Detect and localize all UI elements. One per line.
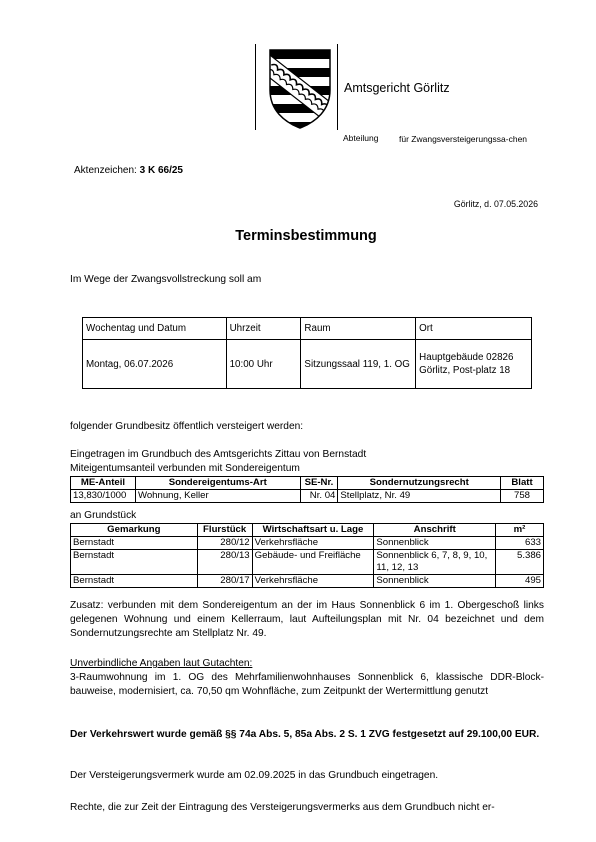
file-reference <box>74 165 183 176</box>
plot-address: Sonnenblick <box>374 537 496 550</box>
appointment-header-cell: Ort <box>416 318 532 340</box>
document-title: Terminsbestimmung <box>235 228 377 244</box>
saxony-coat-of-arms-icon <box>262 44 338 130</box>
addition-text: Zusatz: verbunden mit dem Sondereigentum an der im Haus Sonnenblick 6 im 1. Obergeschoß links gelegenen Wohnung und einem Kellerraum, laut Aufteilungsplan mit Nr. 04 bezeichnet und dem Sondernutzungsrechte am Stellplatz Nr. 49. <box>70 600 544 639</box>
plot-number: 280/17 <box>197 575 252 588</box>
plots-header-row <box>71 524 544 537</box>
register-sheet: 758 <box>501 490 544 503</box>
appointment-room: Sitzungssaal 119, 1. OG <box>301 340 416 389</box>
appraisal-text: 3-Raumwohnung im 1. OG des Mehrfamilienwohnhauses Sonnenblick 6, klassische DDR-Block-bauweise, modernisiert, ca. 70,50 qm Wohnfläche, zum Zeitpunkt der Wertermittlung genutzt <box>70 672 544 697</box>
court-name: Amtsgericht Görlitz <box>344 81 450 95</box>
plot-area: 633 <box>496 537 544 550</box>
plot-address: Sonnenblick <box>374 575 496 588</box>
table-header-cell: Wirtschaftsart u. Lage <box>252 524 374 537</box>
table-row <box>71 550 544 575</box>
appointment-location: Hauptgebäude 02826 Görlitz, Post-platz 18 <box>416 340 532 389</box>
place-date: Görlitz, d. 07.05.2026 <box>453 199 538 209</box>
registration-note: Der Versteigerungsvermerk wurde am 02.09.2025 in das Grundbuch eingetragen. <box>70 770 439 781</box>
appraisal-heading: Unverbindliche Angaben laut Gutachten: <box>70 658 253 669</box>
table-row <box>71 537 544 550</box>
table-header-cell: Sondernutzungsrecht <box>338 477 501 490</box>
appointment-row <box>83 340 532 389</box>
table-header-cell: Flurstück <box>197 524 252 537</box>
header-rule-left <box>255 44 256 130</box>
table-header-cell: Blatt <box>501 477 544 490</box>
appointment-header-cell: Uhrzeit <box>226 318 301 340</box>
file-reference-value: 3 K 66/25 <box>139 165 183 176</box>
appointment-header-cell: Raum <box>301 318 416 340</box>
appointment-table <box>82 317 532 389</box>
special-use-right: Stellplatz, Nr. 49 <box>338 490 501 503</box>
plot-district: Bernstadt <box>71 575 198 588</box>
plot-number: 280/12 <box>197 537 252 550</box>
plots-table <box>70 523 544 588</box>
table-header-cell: Anschrift <box>374 524 496 537</box>
appointment-header-cell: Wochentag und Datum <box>83 318 227 340</box>
table-header-cell: SE-Nr. <box>300 477 338 490</box>
table-row <box>71 490 544 503</box>
registry-line-1: Eingetragen im Grundbuch des Amtsgerichts Zittau von Bernstadt <box>70 449 367 460</box>
plot-usage: Verkehrsfläche <box>252 575 374 588</box>
market-value: Der Verkehrswert wurde gemäß §§ 74a Abs. 5, 85a Abs. 2 S. 1 ZVG festgesetzt auf 29.100,00 EUR. <box>70 729 540 740</box>
plot-number: 280/13 <box>197 550 252 575</box>
special-ownership-number: Nr. 04 <box>300 490 338 503</box>
appointment-date: Montag, 06.07.2026 <box>83 340 227 389</box>
plot-address: Sonnenblick 6, 7, 8, 9, 10, 11, 12, 13 <box>374 550 496 575</box>
plot-district: Bernstadt <box>71 550 198 575</box>
co-ownership-table <box>70 476 544 503</box>
plot-usage: Gebäude- und Freifläche <box>252 550 374 575</box>
co-ownership-share: 13,830/1000 <box>71 490 136 503</box>
auction-text: folgender Grundbesitz öffentlich versteigert werden: <box>70 421 304 432</box>
file-reference-label: Aktenzeichen: <box>74 165 137 176</box>
special-ownership-type: Wohnung, Keller <box>135 490 300 503</box>
co-ownership-header-row <box>71 477 544 490</box>
registry-line-2: Miteigentumsanteil verbunden mit Sondereigentum <box>70 463 300 474</box>
table-row <box>71 575 544 588</box>
department-label: Abteilung <box>343 133 379 143</box>
table-header-cell: Sondereigentums-Art <box>135 477 300 490</box>
plot-district: Bernstadt <box>71 537 198 550</box>
table-header-cell: Gemarkung <box>71 524 198 537</box>
intro-text: Im Wege der Zwangsvollstreckung soll am <box>70 274 262 285</box>
table-header-cell: ME-Anteil <box>71 477 136 490</box>
table-header-cell: m² <box>496 524 544 537</box>
appointment-time: 10:00 Uhr <box>226 340 301 389</box>
plot-usage: Verkehrsfläche <box>252 537 374 550</box>
rights-note: Rechte, die zur Zeit der Eintragung des Versteigerungsvermerks aus dem Grundbuch nicht er- <box>70 802 495 813</box>
appointment-header-row <box>83 318 532 340</box>
plot-label: an Grundstück <box>70 510 137 521</box>
plot-area: 5.386 <box>496 550 544 575</box>
plot-area: 495 <box>496 575 544 588</box>
department-value: für Zwangsversteigerungssa-chen <box>399 134 528 144</box>
